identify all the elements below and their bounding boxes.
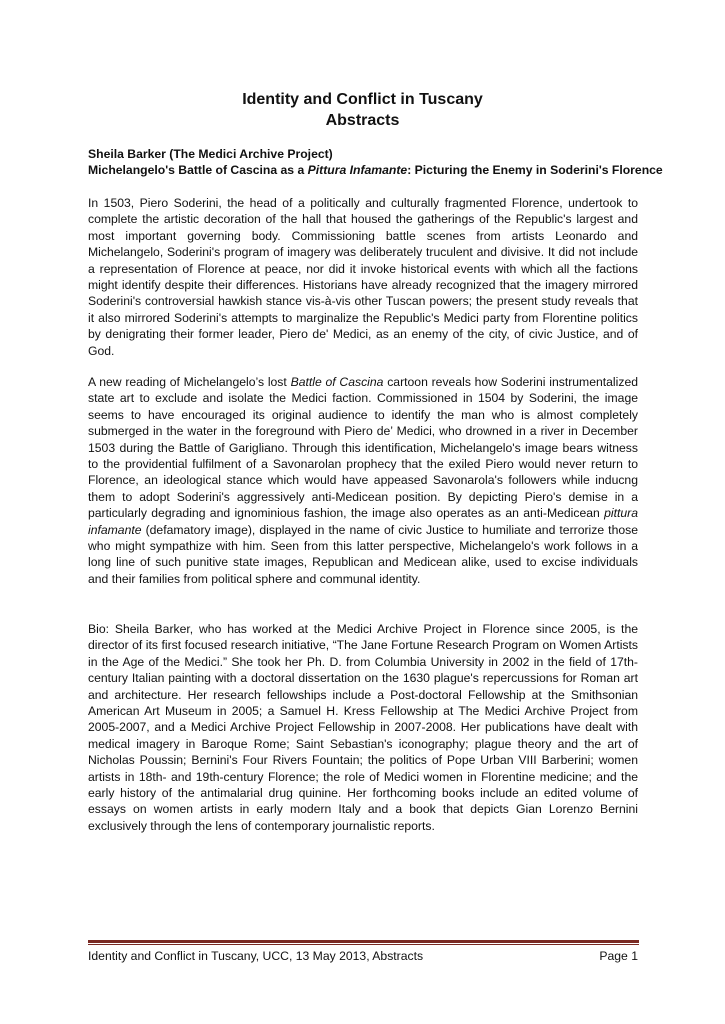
author-line: Sheila Barker (The Medici Archive Project) [88,147,333,161]
artwork-title-italic: Battle of Cascina [290,375,384,389]
paragraph-2-text-b: cartoon reveals how Soderini instrumentalized state art to exclude and isolate the Medici faction. Commissioned in 1504 by Soderini, the image seems to have encouraged its original audience to identify the man who is almost completely submerged in the water in the foreground with Piero de’ Medici, who drowned in a river in December 1503 during the Battle of Garigliano. Through this identification, Michelangelo's image bears witness to the providential fulfilment of a Savonarolan prophecy that the exiled Piero would never return to Florence, an ideological stance which would have appeased Savonarola's followers while inducng them to adopt Soderini's aggressively anti-Medicean position. By depicting Piero's demise in a particularly degrading and ignominious fashion, the image also operates as an anti-Medicean [88,375,638,521]
document-title: Identity and Conflict in Tuscany [242,91,483,108]
paragraph-2-text-c: (defamatory image), displayed in the name of civic Justice to humiliate and terrorize those who might sympathize with him. Seen from this latter perspective, Michelangelo's work follows in a long line of such punitive state images, Republican and Medicean alike, used to excise individuals and their families from political sphere and communal identity. [88,522,638,586]
paragraph-2-text-a: A new reading of Michelangelo’s lost [88,375,291,389]
term-italic: pittura infamante [88,506,638,537]
document-subtitle: Abstracts [325,112,400,129]
footer-rule-thick [88,940,639,943]
abstract-paragraph-2 [88,374,638,587]
footer-text: Identity and Conflict in Tuscany, UCC, 13 May 2013, Abstracts [88,949,424,963]
abstract-header [88,146,663,179]
bio-paragraph: Bio: Sheila Barker, who has worked at the Medici Archive Project in Florence since 2005, is the director of its first focused research initiative, “The Jane Fortune Research Program on Women Artists in the Age of the Medici.” She took her Ph. D. from Columbia University in 2002 in the field of 17th-century Italian painting with a doctoral dissertation on the 1630 plague's repercussions for Roman art and architecture. Her research fellowships include a Post-doctoral Fellowship at the Smithsonian American Art Museum in 2005; a Samuel H. Kress Fellowship at The Medici Archive Project from 2005-2007, and a Medici Archive Project Fellowship in 2007-2008. Her publications have dealt with medical imagery in Baroque Rome; Saint Sebastian's iconography; plague theory and the art of Nicholas Poussin; Bernini's Four Rivers Fountain; the politics of Pope Urban VIII Barberini; women artists in 18th- and 19th-century Florence; the role of Medici women in Florentine medicine; and the early history of the antimalarial drug quinine. Her forthcoming books include an edited volume of essays on women artists in early modern Italy and a book that depicts Gian Lorenzo Bernini exclusively through the lens of contemporary journalistic reports. [88,622,638,833]
abstract-paragraph-1: In 1503, Piero Soderini, the head of a politically and culturally fragmented Florence, undertook to complete the artistic decoration of the hall that housed the gatherings of the Republic's largest and most important governing body. Commissioning battle scenes from artists Leonardo and Michelangelo, Soderini's program of imagery was deliberately truculent and divisive. It did not include a representation of Florence at peace, nor did it invoke historical events with which all the factions might identify despite their differences. Historians have already recognized that the imagery mirrored Soderini's controversial hawkish stance vis-à-vis other Tuscan powers; the present study reveals that it also mirrored Soderini's attempts to marginalize the Republic's Medici party from Florentine politics by denigrating their former leader, Piero de' Medici, as an enemy of the city, of civic Justice, and of God. [88,196,638,358]
paper-title-prefix: Michelangelo's Battle of Cascina as a [88,163,308,178]
paper-title [88,162,663,178]
paper-title-italic: Pittura Infamante [307,163,408,178]
page-number: Page 1 [599,949,638,963]
footer-rule-thin [88,944,639,945]
paper-title-suffix: : Picturing the Enemy in Soderini's Florence [407,163,663,178]
